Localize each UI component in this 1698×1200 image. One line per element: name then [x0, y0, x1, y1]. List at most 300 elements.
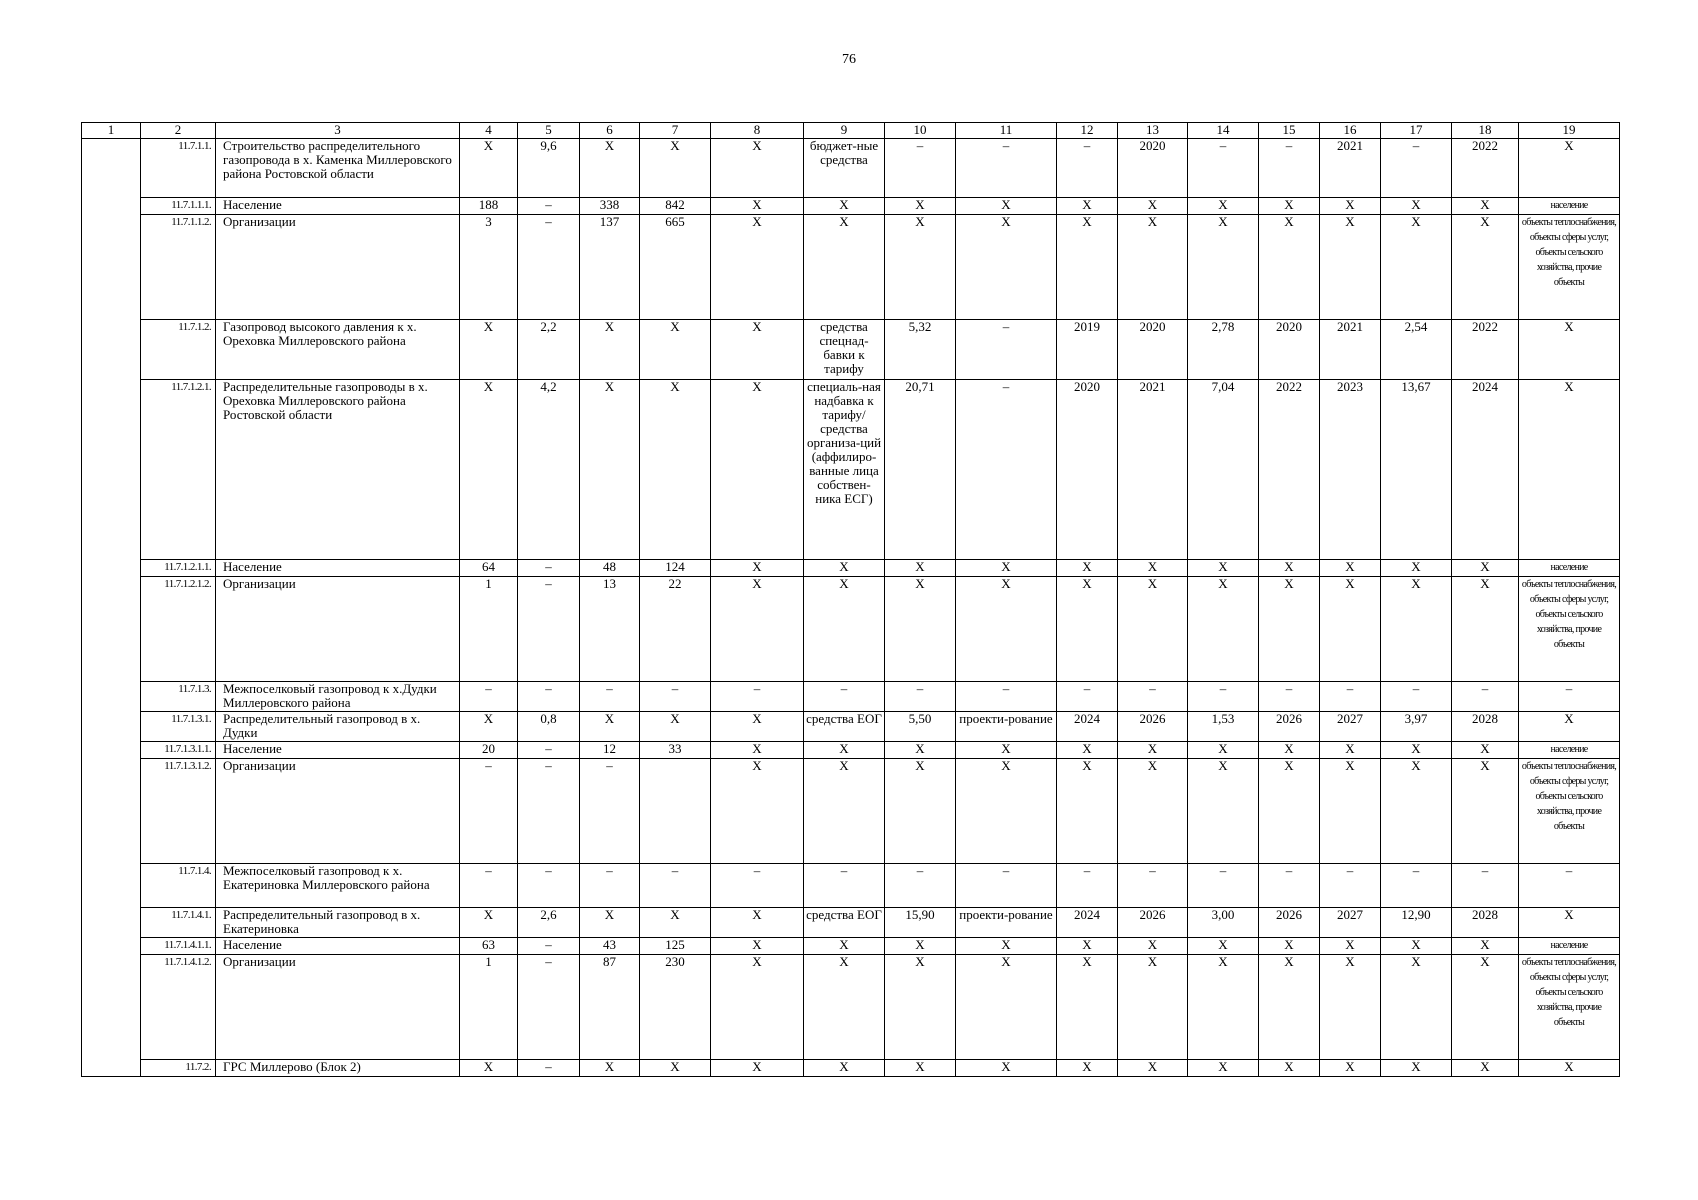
value-cell: 2,54 — [1381, 320, 1452, 380]
value-cell: X — [1381, 938, 1452, 955]
value-cell: 2022 — [1259, 380, 1320, 560]
value-cell: X — [1381, 1060, 1452, 1077]
table-row — [82, 938, 1620, 955]
value-cell: 13,67 — [1381, 380, 1452, 560]
value-cell: 3 — [460, 215, 518, 320]
row-name: Распределительный газопровод в х. Екатериновка — [216, 908, 460, 938]
value-cell: 230 — [640, 955, 711, 1060]
value-cell: X — [460, 908, 518, 938]
table-row — [82, 712, 1620, 742]
value-cell: X — [1381, 742, 1452, 759]
value-cell: 188 — [460, 198, 518, 215]
row-name: Организации — [216, 577, 460, 682]
value-cell: 2024 — [1452, 380, 1519, 560]
value-cell: X — [1320, 215, 1381, 320]
value-cell: X — [1452, 198, 1519, 215]
value-cell: X — [1259, 938, 1320, 955]
row-code: 11.7.1.3.1.2. — [141, 759, 216, 864]
value-cell: X — [1452, 577, 1519, 682]
column-header: 14 — [1188, 123, 1259, 139]
value-cell: – — [518, 742, 580, 759]
value-cell: X — [1118, 759, 1188, 864]
value-cell: X — [1320, 938, 1381, 955]
value-cell: X — [1057, 742, 1118, 759]
value-cell: 12 — [580, 742, 640, 759]
value-cell: X — [956, 198, 1057, 215]
value-cell: 64 — [460, 560, 518, 577]
value-cell: 2023 — [1320, 380, 1381, 560]
value-cell: – — [1057, 139, 1118, 198]
value-cell: X — [1057, 955, 1118, 1060]
value-cell: X — [1381, 560, 1452, 577]
column-header: 3 — [216, 123, 460, 139]
value-cell: – — [1188, 682, 1259, 712]
value-cell: X — [580, 139, 640, 198]
value-cell: X — [711, 955, 804, 1060]
table-row — [82, 908, 1620, 938]
value-cell: X — [1320, 955, 1381, 1060]
table-row — [82, 320, 1620, 380]
value-cell: X — [1452, 560, 1519, 577]
row-code: 11.7.1.2. — [141, 320, 216, 380]
value-cell: – — [1188, 864, 1259, 908]
value-cell: X — [1452, 759, 1519, 864]
column-header: 9 — [804, 123, 885, 139]
row-name: Распределительный газопровод в х. Дудки — [216, 712, 460, 742]
value-cell: 4,2 — [518, 380, 580, 560]
value-cell: 13 — [580, 577, 640, 682]
table-row — [82, 682, 1620, 712]
value-cell: X — [460, 320, 518, 380]
value-cell: X — [1057, 215, 1118, 320]
value-cell: – — [580, 759, 640, 864]
value-cell: – — [1381, 682, 1452, 712]
row-code: 11.7.1.3.1.1. — [141, 742, 216, 759]
row-name: Межпоселковый газопровод к х. Екатериновка Миллеровского района — [216, 864, 460, 908]
value-cell: – — [1118, 864, 1188, 908]
value-cell: 338 — [580, 198, 640, 215]
note-cell: X — [1519, 139, 1620, 198]
value-cell: – — [518, 682, 580, 712]
row-code: 11.7.1.4.1.1. — [141, 938, 216, 955]
value-cell: – — [640, 864, 711, 908]
value-cell: X — [1118, 577, 1188, 682]
value-cell: – — [460, 759, 518, 864]
value-cell: 1,53 — [1188, 712, 1259, 742]
value-cell: X — [885, 577, 956, 682]
value-cell: средства ЕОГ — [804, 712, 885, 742]
value-cell: – — [1057, 682, 1118, 712]
value-cell: X — [580, 320, 640, 380]
value-cell: бюджет-ные средства — [804, 139, 885, 198]
column-header: 10 — [885, 123, 956, 139]
value-cell: X — [1118, 1060, 1188, 1077]
value-cell: X — [885, 560, 956, 577]
value-cell: X — [1452, 955, 1519, 1060]
table-row — [82, 742, 1620, 759]
value-cell: 20,71 — [885, 380, 956, 560]
value-cell: – — [518, 938, 580, 955]
row-code: 11.7.1.4. — [141, 864, 216, 908]
value-cell: 5,32 — [885, 320, 956, 380]
value-cell: 2026 — [1259, 712, 1320, 742]
value-cell: X — [460, 1060, 518, 1077]
column-header: 17 — [1381, 123, 1452, 139]
value-cell: X — [711, 215, 804, 320]
note-cell: население — [1519, 938, 1620, 955]
value-cell: 2026 — [1118, 712, 1188, 742]
row-name: Население — [216, 742, 460, 759]
note-cell: X — [1519, 380, 1620, 560]
row-code: 11.7.1.1.2. — [141, 215, 216, 320]
note-cell: население — [1519, 560, 1620, 577]
value-cell: X — [1259, 577, 1320, 682]
row-name: ГРС Миллерово (Блок 2) — [216, 1060, 460, 1077]
value-cell: 2027 — [1320, 712, 1381, 742]
value-cell: X — [1057, 759, 1118, 864]
value-cell: – — [518, 1060, 580, 1077]
table-row — [82, 759, 1620, 864]
row-name: Межпоселковый газопровод к х.Дудки Миллеровского района — [216, 682, 460, 712]
column-header: 13 — [1118, 123, 1188, 139]
value-cell: 2024 — [1057, 712, 1118, 742]
value-cell: X — [804, 560, 885, 577]
value-cell: X — [1452, 742, 1519, 759]
value-cell: X — [885, 198, 956, 215]
value-cell: X — [1118, 955, 1188, 1060]
value-cell: 2028 — [1452, 712, 1519, 742]
column-header: 5 — [518, 123, 580, 139]
row-name: Организации — [216, 955, 460, 1060]
row-code: 11.7.1.3.1. — [141, 712, 216, 742]
value-cell: X — [1188, 759, 1259, 864]
value-cell: 2024 — [1057, 908, 1118, 938]
value-cell: X — [580, 1060, 640, 1077]
value-cell: X — [1057, 938, 1118, 955]
value-cell: – — [1118, 682, 1188, 712]
value-cell: X — [1118, 938, 1188, 955]
value-cell: X — [640, 1060, 711, 1077]
value-cell: – — [518, 560, 580, 577]
value-cell: 2026 — [1259, 908, 1320, 938]
column-header: 7 — [640, 123, 711, 139]
value-cell: X — [1381, 577, 1452, 682]
value-cell: X — [804, 955, 885, 1060]
value-cell: X — [711, 320, 804, 380]
value-cell: X — [1259, 955, 1320, 1060]
value-cell: X — [956, 215, 1057, 320]
value-cell: 2,2 — [518, 320, 580, 380]
value-cell: 20 — [460, 742, 518, 759]
value-cell: – — [804, 864, 885, 908]
value-cell: X — [711, 560, 804, 577]
value-cell: – — [518, 759, 580, 864]
value-cell: 22 — [640, 577, 711, 682]
value-cell: X — [1188, 215, 1259, 320]
table-row — [82, 560, 1620, 577]
value-cell: X — [1259, 215, 1320, 320]
value-cell: – — [804, 682, 885, 712]
column-header: 8 — [711, 123, 804, 139]
note-cell: X — [1519, 1060, 1620, 1077]
value-cell: X — [711, 1060, 804, 1077]
value-cell: X — [1381, 198, 1452, 215]
column-header: 16 — [1320, 123, 1381, 139]
value-cell: 15,90 — [885, 908, 956, 938]
row-code: 11.7.1.2.1.1. — [141, 560, 216, 577]
table-row — [82, 577, 1620, 682]
value-cell: 0,8 — [518, 712, 580, 742]
value-cell: X — [711, 938, 804, 955]
value-cell: – — [711, 864, 804, 908]
value-cell: 137 — [580, 215, 640, 320]
column-header: 12 — [1057, 123, 1118, 139]
value-cell: 125 — [640, 938, 711, 955]
value-cell: X — [1320, 560, 1381, 577]
value-cell: X — [1188, 1060, 1259, 1077]
value-cell: X — [1320, 1060, 1381, 1077]
value-cell: X — [640, 320, 711, 380]
column-header: 1 — [82, 123, 141, 139]
value-cell: X — [1118, 198, 1188, 215]
investment-table — [81, 122, 1620, 1077]
note-cell: объекты теплоснабжения, объекты сферы услуг, объекты сельского хозяйства, прочие объекты — [1519, 215, 1620, 320]
value-cell: X — [1259, 759, 1320, 864]
value-cell: проекти-рование — [956, 908, 1057, 938]
value-cell: 2020 — [1057, 380, 1118, 560]
value-cell: X — [1381, 215, 1452, 320]
value-cell: X — [885, 742, 956, 759]
value-cell: – — [1320, 682, 1381, 712]
value-cell: X — [804, 759, 885, 864]
table-row — [82, 215, 1620, 320]
value-cell: X — [1259, 742, 1320, 759]
value-cell: 1 — [460, 577, 518, 682]
value-cell: проекти-рование — [956, 712, 1057, 742]
value-cell: – — [460, 682, 518, 712]
row-name: Газопровод высокого давления к х. Ореховка Миллеровского района — [216, 320, 460, 380]
value-cell: X — [956, 759, 1057, 864]
value-cell: X — [804, 577, 885, 682]
value-cell: X — [460, 380, 518, 560]
table-row — [82, 198, 1620, 215]
page-number: 76 — [842, 52, 856, 67]
value-cell: 48 — [580, 560, 640, 577]
column-header: 4 — [460, 123, 518, 139]
value-cell: X — [711, 908, 804, 938]
value-cell: – — [518, 198, 580, 215]
note-cell: X — [1519, 908, 1620, 938]
note-cell: объекты теплоснабжения, объекты сферы услуг, объекты сельского хозяйства, прочие объекты — [1519, 955, 1620, 1060]
value-cell: 1 — [460, 955, 518, 1060]
value-cell: X — [885, 955, 956, 1060]
value-cell: X — [1057, 560, 1118, 577]
value-cell: – — [1452, 682, 1519, 712]
value-cell: 665 — [640, 215, 711, 320]
value-cell: X — [1320, 198, 1381, 215]
value-cell: X — [1057, 577, 1118, 682]
value-cell: – — [1381, 864, 1452, 908]
row-name: Население — [216, 560, 460, 577]
value-cell: – — [1057, 864, 1118, 908]
column-header: 18 — [1452, 123, 1519, 139]
value-cell: 2020 — [1118, 139, 1188, 198]
value-cell: X — [711, 139, 804, 198]
value-cell: специаль-ная надбавка к тарифу/ средства организа-ций (аффилиро-ванные лица собствен-ника ЕСГ) — [804, 380, 885, 560]
value-cell: X — [1320, 742, 1381, 759]
value-cell: X — [1118, 742, 1188, 759]
value-cell: X — [1259, 198, 1320, 215]
row-code: 11.7.1.1.1. — [141, 198, 216, 215]
table-row — [82, 1060, 1620, 1077]
value-cell: – — [1259, 864, 1320, 908]
value-cell: X — [885, 1060, 956, 1077]
value-cell: – — [956, 864, 1057, 908]
value-cell: средства ЕОГ — [804, 908, 885, 938]
value-cell: – — [956, 320, 1057, 380]
value-cell: 2027 — [1320, 908, 1381, 938]
value-cell: X — [804, 198, 885, 215]
note-cell: объекты теплоснабжения, объекты сферы услуг, объекты сельского хозяйства, прочие объекты — [1519, 759, 1620, 864]
column-header: 11 — [956, 123, 1057, 139]
row-code: 11.7.1.2.1. — [141, 380, 216, 560]
value-cell: X — [1452, 215, 1519, 320]
value-cell: 2026 — [1118, 908, 1188, 938]
value-cell: X — [804, 742, 885, 759]
value-cell: X — [640, 380, 711, 560]
value-cell: X — [1381, 955, 1452, 1060]
value-cell: 3,97 — [1381, 712, 1452, 742]
note-cell: население — [1519, 198, 1620, 215]
value-cell: X — [804, 1060, 885, 1077]
value-cell: X — [885, 215, 956, 320]
value-cell: X — [1057, 1060, 1118, 1077]
value-cell: X — [1188, 198, 1259, 215]
value-cell: – — [640, 682, 711, 712]
value-cell: 2022 — [1452, 320, 1519, 380]
value-cell: X — [1320, 577, 1381, 682]
value-cell: X — [460, 139, 518, 198]
value-cell: – — [1259, 139, 1320, 198]
value-cell: – — [518, 215, 580, 320]
value-cell: 2021 — [1320, 320, 1381, 380]
note-cell: – — [1519, 864, 1620, 908]
value-cell: X — [1118, 560, 1188, 577]
value-cell: X — [1188, 938, 1259, 955]
value-cell: X — [1452, 1060, 1519, 1077]
value-cell: X — [711, 577, 804, 682]
row-code: 11.7.1.4.1.2. — [141, 955, 216, 1060]
row-name: Организации — [216, 215, 460, 320]
value-cell: – — [518, 955, 580, 1060]
value-cell: 2022 — [1452, 139, 1519, 198]
value-cell: – — [711, 682, 804, 712]
value-cell: X — [580, 908, 640, 938]
section-cell — [82, 139, 141, 1077]
value-cell: 2020 — [1259, 320, 1320, 380]
value-cell: 124 — [640, 560, 711, 577]
value-cell: – — [518, 864, 580, 908]
value-cell: X — [1320, 759, 1381, 864]
value-cell: 12,90 — [1381, 908, 1452, 938]
row-code: 11.7.1.3. — [141, 682, 216, 712]
value-cell: 2020 — [1118, 320, 1188, 380]
column-header: 6 — [580, 123, 640, 139]
row-name: Организации — [216, 759, 460, 864]
value-cell — [640, 759, 711, 864]
value-cell: 63 — [460, 938, 518, 955]
value-cell: – — [518, 577, 580, 682]
value-cell: X — [956, 560, 1057, 577]
value-cell: X — [460, 712, 518, 742]
value-cell: 2,6 — [518, 908, 580, 938]
value-cell: X — [640, 712, 711, 742]
row-code: 11.7.1.4.1. — [141, 908, 216, 938]
value-cell: – — [956, 682, 1057, 712]
value-cell: – — [1320, 864, 1381, 908]
value-cell: X — [1188, 577, 1259, 682]
value-cell: – — [885, 139, 956, 198]
note-cell: – — [1519, 682, 1620, 712]
value-cell: X — [640, 139, 711, 198]
value-cell: X — [580, 712, 640, 742]
value-cell: 87 — [580, 955, 640, 1060]
value-cell: X — [956, 938, 1057, 955]
value-cell: – — [956, 380, 1057, 560]
value-cell: X — [711, 742, 804, 759]
value-cell: 2021 — [1320, 139, 1381, 198]
table-row — [82, 864, 1620, 908]
table-row — [82, 955, 1620, 1060]
value-cell: X — [1188, 955, 1259, 1060]
value-cell: – — [460, 864, 518, 908]
note-cell: X — [1519, 320, 1620, 380]
value-cell: X — [956, 1060, 1057, 1077]
value-cell: X — [804, 215, 885, 320]
value-cell: X — [1188, 742, 1259, 759]
value-cell: 842 — [640, 198, 711, 215]
table-body — [82, 123, 1620, 1077]
column-header: 2 — [141, 123, 216, 139]
value-cell: 2,78 — [1188, 320, 1259, 380]
row-code: 11.7.1.2.1.2. — [141, 577, 216, 682]
row-code: 11.7.2. — [141, 1060, 216, 1077]
note-cell: X — [1519, 712, 1620, 742]
value-cell: средства спецнад-бавки к тарифу — [804, 320, 885, 380]
value-cell: – — [1259, 682, 1320, 712]
value-cell: X — [711, 759, 804, 864]
value-cell: X — [885, 759, 956, 864]
note-cell: население — [1519, 742, 1620, 759]
value-cell: – — [580, 864, 640, 908]
column-header: 15 — [1259, 123, 1320, 139]
value-cell: 7,04 — [1188, 380, 1259, 560]
note-cell: объекты теплоснабжения, объекты сферы услуг, объекты сельского хозяйства, прочие объекты — [1519, 577, 1620, 682]
value-cell: – — [1188, 139, 1259, 198]
value-cell: X — [885, 938, 956, 955]
value-cell: X — [956, 742, 1057, 759]
value-cell: X — [711, 380, 804, 560]
value-cell: X — [1118, 215, 1188, 320]
column-header: 19 — [1519, 123, 1620, 139]
value-cell: X — [1057, 198, 1118, 215]
value-cell: 3,00 — [1188, 908, 1259, 938]
table-row — [82, 380, 1620, 560]
value-cell: 2019 — [1057, 320, 1118, 380]
row-name: Население — [216, 198, 460, 215]
row-code: 11.7.1.1. — [141, 139, 216, 198]
value-cell: X — [956, 955, 1057, 1060]
